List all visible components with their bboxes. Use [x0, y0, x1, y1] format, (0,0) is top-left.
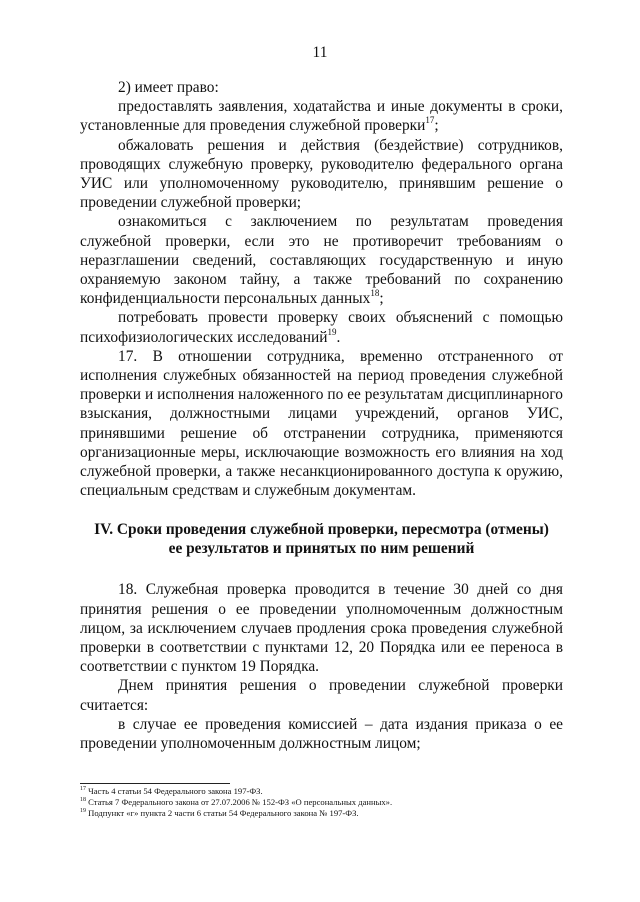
paragraph-18-term: 18. Служебная проверка проводится в течение 30 дней со дня принятия решения о ее проведении уполномоченным должностным лицом, за исключением случаев продления срока проведения служебной проверки в соответствии с пунктами 12, 20 Порядка или ее переноса в соответствии с пунктом 19 Порядка. — [80, 581, 563, 676]
paragraph-submit-documents: предоставлять заявления, ходатайства и иные документы в сроки, установленные для проведения служебной проверки$^{17}$; — [80, 98, 563, 135]
paragraph-appeal-actions: обжаловать решения и действия (бездействие) сотрудников, проводящих служебную проверку, руководителю федерального органа УИС или уполномоченному руководителю, принявшим решение о проведении служебной проверки; — [80, 136, 563, 212]
section-heading-line-1: IV. Сроки проведения служебной проверки, пересмотра (отмены) — [94, 521, 549, 539]
footnote-17: $^{17}$ Часть 4 статьи 54 Федерального закона 197-ФЗ. — [80, 786, 263, 796]
paragraph-decision-day: Днем принятия решения о проведении служебной проверки считается: — [80, 677, 563, 714]
page-number: 11 — [312, 44, 328, 61]
paragraph-psychophysiological: потребовать провести проверку своих объяснений с помощью психофизиологических исследований$^{19}$. — [80, 309, 563, 346]
footnote-ref-18: 18 — [370, 288, 380, 299]
paragraph-17-suspension: 17. В отношении сотрудника, временно отстраненного от исполнения служебных обязанностей на период проведения служебной проверки и исполнения наложенного по ее результатам дисциплинарного взыскания, должностными лицами учреждений, органов УИС, принявшими решение об отстранении сотрудника, применяются организационные меры, исключающие возможность его влияния на ход служебной проверки, а также несанкционированного доступа к оружию, специальным средствам и служебным документам. — [80, 347, 563, 500]
footnote-ref-17: 17 — [425, 115, 435, 126]
section-heading-line-2: ее результатов и принятых по ним решений — [168, 540, 475, 558]
footnote-18: $^{18}$ Статья 7 Федерального закона от 27.07.2006 № 152-ФЗ «О персональных данных». — [80, 797, 393, 808]
footnote-ref-19: 19 — [327, 326, 337, 337]
paragraph-right-intro: 2) имеет право: — [118, 79, 219, 96]
paragraph-commission-case: в случае ее проведения комиссией – дата издания приказа о ее проведении уполномоченным должностным лицом; — [80, 715, 563, 753]
paragraph-review-conclusion: ознакомиться с заключением по результатам проведения служебной проверки, если это не противоречит требованиям о неразглашении сведений, составляющих государственную и иную охраняемую законом тайну, а также требований по сохранению конфиденциальности персональных данных$^{18}$; — [80, 213, 563, 308]
footnotes — [80, 786, 563, 820]
footnote-19: $^{19}$ Подпункт «г» пункта 2 части 6 статьи 54 Федерального закона № 197-ФЗ. — [80, 808, 359, 819]
section-heading-iv — [80, 520, 563, 558]
footnote-separator — [80, 783, 230, 784]
document-body — [80, 78, 563, 753]
